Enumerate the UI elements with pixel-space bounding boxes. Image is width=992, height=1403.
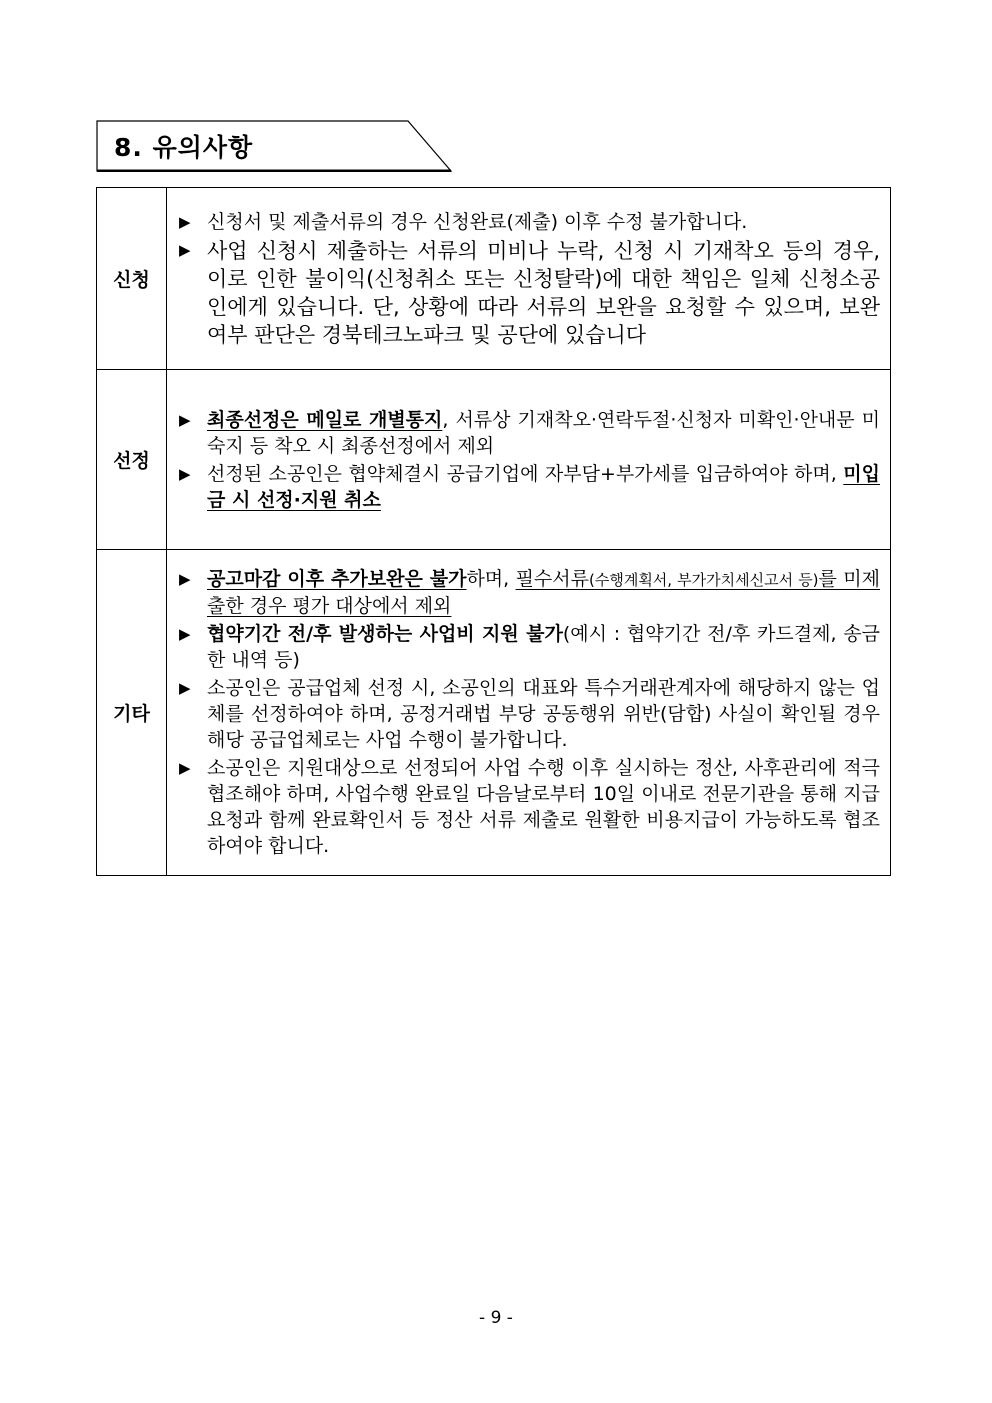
list-item: ▶ 소공인은 공급업체 선정 시, 소공인의 대표와 특수거래관계자에 해당하지 않는 업체를 선정하여야 하며, 공정거래법 부당 공동행위 위반(담합) 사실이 확인될 경우 해당 공급업체로는 사업 수행이 불가합니다.: [179, 677, 880, 751]
page-number: - 9 -: [479, 1308, 513, 1328]
list-item: ▶ 공고마감 이후 추가보완은 불가하며, 필수서류(수행계획서, 부가가치세신고서 등)를 미제출한 경우 평가 대상에서 제외: [179, 568, 880, 617]
content-cell: [167, 550, 891, 876]
list-item: ▶ 최종선정은 메일로 개별통지, 서류상 기재착오·연락두절·신청자 미확인·안내문 미숙지 등 착오 시 최종선정에서 제외: [179, 408, 880, 457]
list-item: ▶ 소공인은 지원대상으로 선정되어 사업 수행 이후 실시하는 정산, 사후관리에 적극 협조해야 하며, 사업수행 완료일 다음날로부터 10일 이내로 전문기관을 통해 지급요청과 함께 완료확인서 등 정산 서류 제출로 원활한 비용지급이 가능하도록 협조하여야 합니다.: [179, 757, 880, 857]
category-cell: 신청: [97, 188, 167, 370]
section-title: 8. 유의사항: [114, 133, 254, 162]
notes-table: [96, 187, 891, 876]
list-item: ▶ 사업 신청시 제출하는 서류의 미비나 누락, 신청 시 기재착오 등의 경우, 이로 인한 불이익(신청취소 또는 신청탈락)에 대한 책임은 일체 신청소공인에게 있습니다. 단, 상황에 따라 서류의 보완을 요청할 수 있으며, 보완여부 판단은 경북테크노파크 및 공단에 있습니다: [179, 238, 880, 347]
bullet-icon: ▶: [179, 625, 191, 643]
bullet-icon: ▶: [179, 570, 191, 588]
bullet-icon: ▶: [179, 759, 191, 777]
table-row: [97, 188, 891, 370]
list-item: ▶ 협약기간 전/후 발생하는 사업비 지원 불가(예시 : 협약기간 전/후 카드결제, 송금한 내역 등): [179, 623, 880, 671]
category-cell: 선정: [97, 370, 167, 550]
bullet-icon: ▶: [179, 679, 191, 697]
bullet-icon: ▶: [179, 410, 191, 429]
content-cell: [167, 370, 891, 550]
category-cell: 기타: [97, 550, 167, 876]
list-item: ▶ 신청서 및 제출서류의 경우 신청완료(제출) 이후 수정 불가합니다.: [179, 210, 748, 233]
table-row: [97, 370, 891, 550]
bullet-icon: ▶: [179, 240, 191, 259]
list-item: ▶ 선정된 소공인은 협약체결시 공급기업에 자부담+부가세를 입금하여야 하며, 미입금 시 선정·지원 취소: [179, 462, 880, 511]
section-header: [96, 120, 456, 172]
bullet-icon: ▶: [179, 464, 191, 483]
bullet-icon: ▶: [179, 212, 191, 231]
content-cell: [167, 188, 891, 370]
table-row: [97, 550, 891, 876]
